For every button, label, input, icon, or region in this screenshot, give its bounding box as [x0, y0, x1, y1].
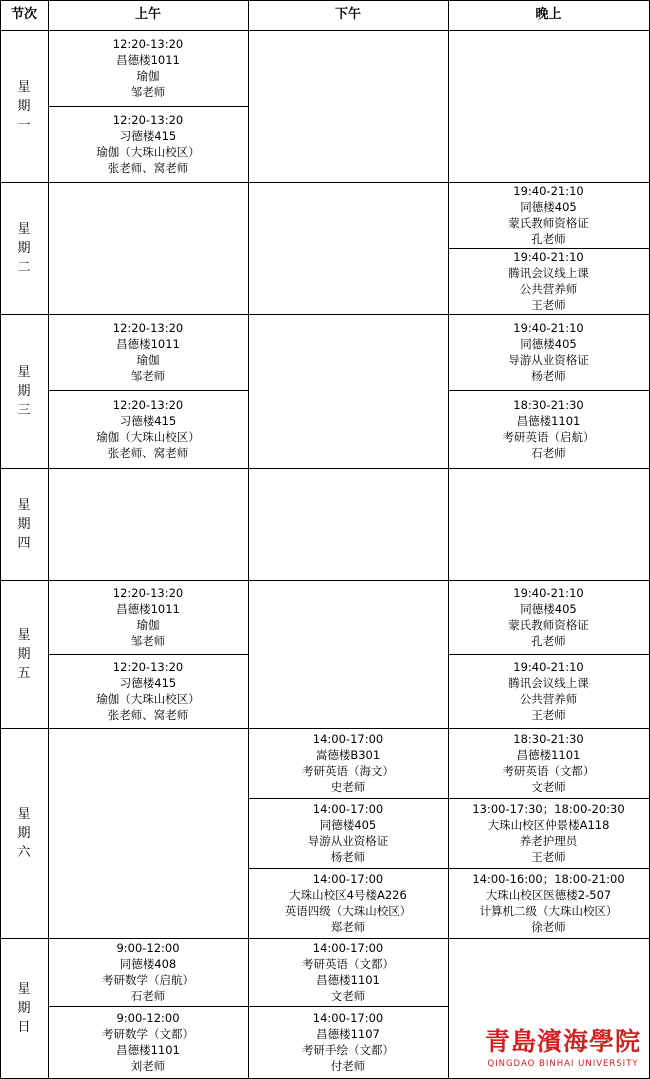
class-info-line: 19:40-21:10: [513, 660, 584, 674]
class-info-line: 瑜伽（大珠山校区）: [96, 430, 200, 444]
class-info-line: 王老师: [531, 708, 566, 722]
class-info-line: 昌德楼1101: [516, 414, 581, 428]
class-cell: [248, 938, 448, 1006]
class-info-line: 邹老师: [130, 85, 166, 99]
class-info-line: 13:00-17:30；18:00-20:30: [472, 802, 625, 816]
class-cell: [48, 30, 248, 106]
class-info-line: 习德楼415: [119, 676, 177, 690]
class-info-line: 同德楼405: [520, 200, 577, 214]
class-info-line: 蒙氏教师资格证: [508, 216, 589, 230]
grid-line: [48, 390, 249, 391]
university-logo: [478, 1026, 648, 1076]
day-label-mon: 星 期 一: [17, 79, 31, 133]
class-info-line: 昌德楼1011: [116, 602, 180, 616]
class-info-line: 瑜伽（大珠山校区）: [96, 692, 200, 706]
class-info-line: 同德楼408: [119, 957, 177, 971]
class-info-line: 同德楼405: [319, 818, 377, 832]
class-info-line: 史老师: [330, 780, 366, 794]
class-info-line: 王老师: [531, 298, 566, 312]
class-cell: [48, 654, 248, 728]
class-info-line: 刘老师: [130, 1059, 166, 1073]
class-info-line: 19:40-21:10: [513, 321, 584, 335]
grid-line: [448, 654, 650, 655]
grid-line: [0, 0, 650, 1]
logo-english-text: QINGDAO BINHAI UNIVERSITY: [487, 1059, 639, 1069]
class-info-line: 公共营养师: [519, 692, 578, 706]
class-info-line: 19:40-21:10: [513, 586, 584, 600]
class-info-line: 导游从业资格证: [307, 834, 389, 848]
class-info-line: 12:20-13:20: [112, 586, 184, 600]
grid-line: [0, 0, 1, 1079]
grid-line: [0, 580, 650, 581]
class-info-line: 张老师、窝老师: [107, 708, 189, 722]
class-info-line: 考研英语（海文）: [302, 764, 394, 778]
day-label-thu: 星 期 四: [17, 497, 31, 551]
class-info-line: 计算机二级（大珠山校区）: [479, 904, 618, 918]
class-cell: [248, 798, 448, 868]
grid-line: [0, 938, 650, 939]
header-afternoon: 下午: [334, 7, 361, 22]
class-info-line: 邹老师: [130, 369, 166, 383]
class-info-line: 石老师: [531, 446, 566, 460]
day-label-fri: 星 期 五: [17, 627, 31, 681]
class-info-line: 大珠山校区仲景楼A118: [487, 818, 610, 832]
grid-line: [448, 248, 650, 249]
day-label-sun: 星 期 日: [17, 981, 31, 1035]
header-evening: 晚上: [535, 7, 562, 22]
class-info-line: 14:00-17:00: [312, 872, 384, 886]
grid-line: [0, 182, 650, 183]
class-cell: [248, 728, 448, 798]
class-info-line: 18:30-21:30: [513, 732, 584, 746]
class-info-line: 徐老师: [531, 920, 566, 934]
logo-chinese-text: 青島濱海學院: [484, 1027, 641, 1056]
class-cell: [48, 106, 248, 182]
class-info-line: 昌德楼1011: [116, 53, 180, 67]
class-info-line: 孔老师: [531, 634, 566, 648]
class-info-line: 英语四级（大珠山校区）: [284, 904, 412, 918]
class-cell: [448, 798, 649, 868]
class-info-line: 昌德楼1101: [116, 1043, 180, 1057]
class-cell: [48, 1006, 248, 1078]
class-info-line: 14:00-17:00: [312, 941, 384, 955]
grid-line: [0, 728, 650, 729]
class-info-line: 大珠山校区4号楼A226: [289, 888, 407, 902]
class-info-line: 导游从业资格证: [508, 353, 589, 367]
class-info-line: 考研英语（文都）: [502, 764, 595, 778]
grid-line: [48, 106, 249, 107]
grid-line: [0, 30, 650, 31]
class-info-line: 文老师: [330, 989, 366, 1003]
header-period: 节次: [10, 7, 37, 22]
class-info-line: 12:20-13:20: [112, 660, 184, 674]
class-info-line: 19:40-21:10: [513, 250, 584, 264]
grid-line: [248, 868, 650, 869]
grid-line: [48, 654, 249, 655]
grid-line: [48, 0, 49, 1079]
header-morning: 上午: [134, 7, 161, 22]
day-label-tue: 星 期 二: [17, 221, 31, 275]
class-info-line: 腾讯会议线上课: [508, 266, 589, 280]
class-cell: [448, 728, 649, 798]
class-info-line: 14:00-17:00: [312, 732, 384, 746]
class-info-line: 18:30-21:30: [513, 398, 584, 412]
class-info-line: 14:00-17:00: [312, 802, 384, 816]
class-info-line: 12:20-13:20: [112, 113, 184, 127]
class-info-line: 考研数学（启航）: [102, 973, 194, 987]
class-info-line: 王老师: [531, 850, 566, 864]
grid-line: [0, 468, 650, 469]
class-info-line: 嵩德楼B301: [315, 748, 381, 762]
class-info-line: 蒙氏教师资格证: [508, 618, 589, 632]
class-info-line: 郑老师: [330, 920, 366, 934]
class-info-line: 孔老师: [531, 232, 566, 246]
class-info-line: 考研数学（文都）: [102, 1027, 194, 1041]
class-info-line: 考研英语（文都）: [302, 957, 394, 971]
class-info-line: 12:20-13:20: [112, 37, 184, 51]
class-cell: [448, 248, 649, 314]
class-info-line: 大珠山校区医德楼2-507: [485, 888, 612, 902]
class-info-line: 瑜伽: [136, 69, 160, 83]
class-info-line: 同德楼405: [520, 337, 577, 351]
class-info-line: 文老师: [531, 780, 566, 794]
class-info-line: 考研手绘（文都）: [302, 1043, 394, 1057]
class-info-line: 瑜伽（大珠山校区）: [96, 145, 200, 159]
day-label-sat: 星 期 六: [17, 806, 31, 860]
class-info-line: 14:00-16:00；18:00-21:00: [472, 872, 625, 886]
class-cell: [448, 580, 649, 654]
class-cell: [248, 1006, 448, 1078]
class-info-line: 考研英语（启航）: [502, 430, 595, 444]
class-cell: [48, 390, 248, 468]
class-cell: [448, 868, 649, 938]
grid-line: [448, 390, 650, 391]
class-info-line: 昌德楼1011: [116, 337, 180, 351]
class-info-line: 腾讯会议线上课: [508, 676, 589, 690]
class-cell: [248, 868, 448, 938]
class-cell: [48, 938, 248, 1006]
grid-line: [248, 798, 650, 799]
class-info-line: 习德楼415: [119, 129, 177, 143]
class-info-line: 张老师、窝老师: [107, 161, 189, 175]
class-info-line: 12:20-13:20: [112, 321, 184, 335]
class-info-line: 瑜伽: [136, 618, 160, 632]
day-label-wed: 星 期 三: [17, 364, 31, 418]
class-info-line: 昌德楼1101: [516, 748, 581, 762]
class-info-line: 昌德楼1107: [316, 1027, 380, 1041]
class-info-line: 同德楼405: [520, 602, 577, 616]
class-info-line: 杨老师: [330, 850, 366, 864]
class-info-line: 12:20-13:20: [112, 398, 184, 412]
class-cell: [448, 654, 649, 728]
class-info-line: 9:00-12:00: [116, 941, 180, 955]
class-cell: [448, 314, 649, 390]
class-cell: [448, 390, 649, 468]
class-info-line: 14:00-17:00: [312, 1011, 384, 1025]
class-info-line: 石老师: [130, 989, 166, 1003]
class-cell: [448, 182, 649, 248]
class-info-line: 邹老师: [130, 634, 166, 648]
grid-line: [448, 0, 449, 1079]
grid-line: [0, 314, 650, 315]
class-cell: [48, 580, 248, 654]
grid-line: [248, 0, 249, 1079]
class-info-line: 9:00-12:00: [116, 1011, 180, 1025]
class-info-line: 养老护理员: [519, 834, 578, 848]
class-info-line: 19:40-21:10: [513, 184, 584, 198]
class-info-line: 公共营养师: [519, 282, 578, 296]
class-info-line: 杨老师: [531, 369, 566, 383]
class-info-line: 习德楼415: [119, 414, 177, 428]
class-cell: [48, 314, 248, 390]
class-info-line: 瑜伽: [136, 353, 160, 367]
class-info-line: 付老师: [330, 1059, 366, 1073]
class-info-line: 张老师、窝老师: [107, 446, 189, 460]
class-info-line: 昌德楼1101: [316, 973, 380, 987]
